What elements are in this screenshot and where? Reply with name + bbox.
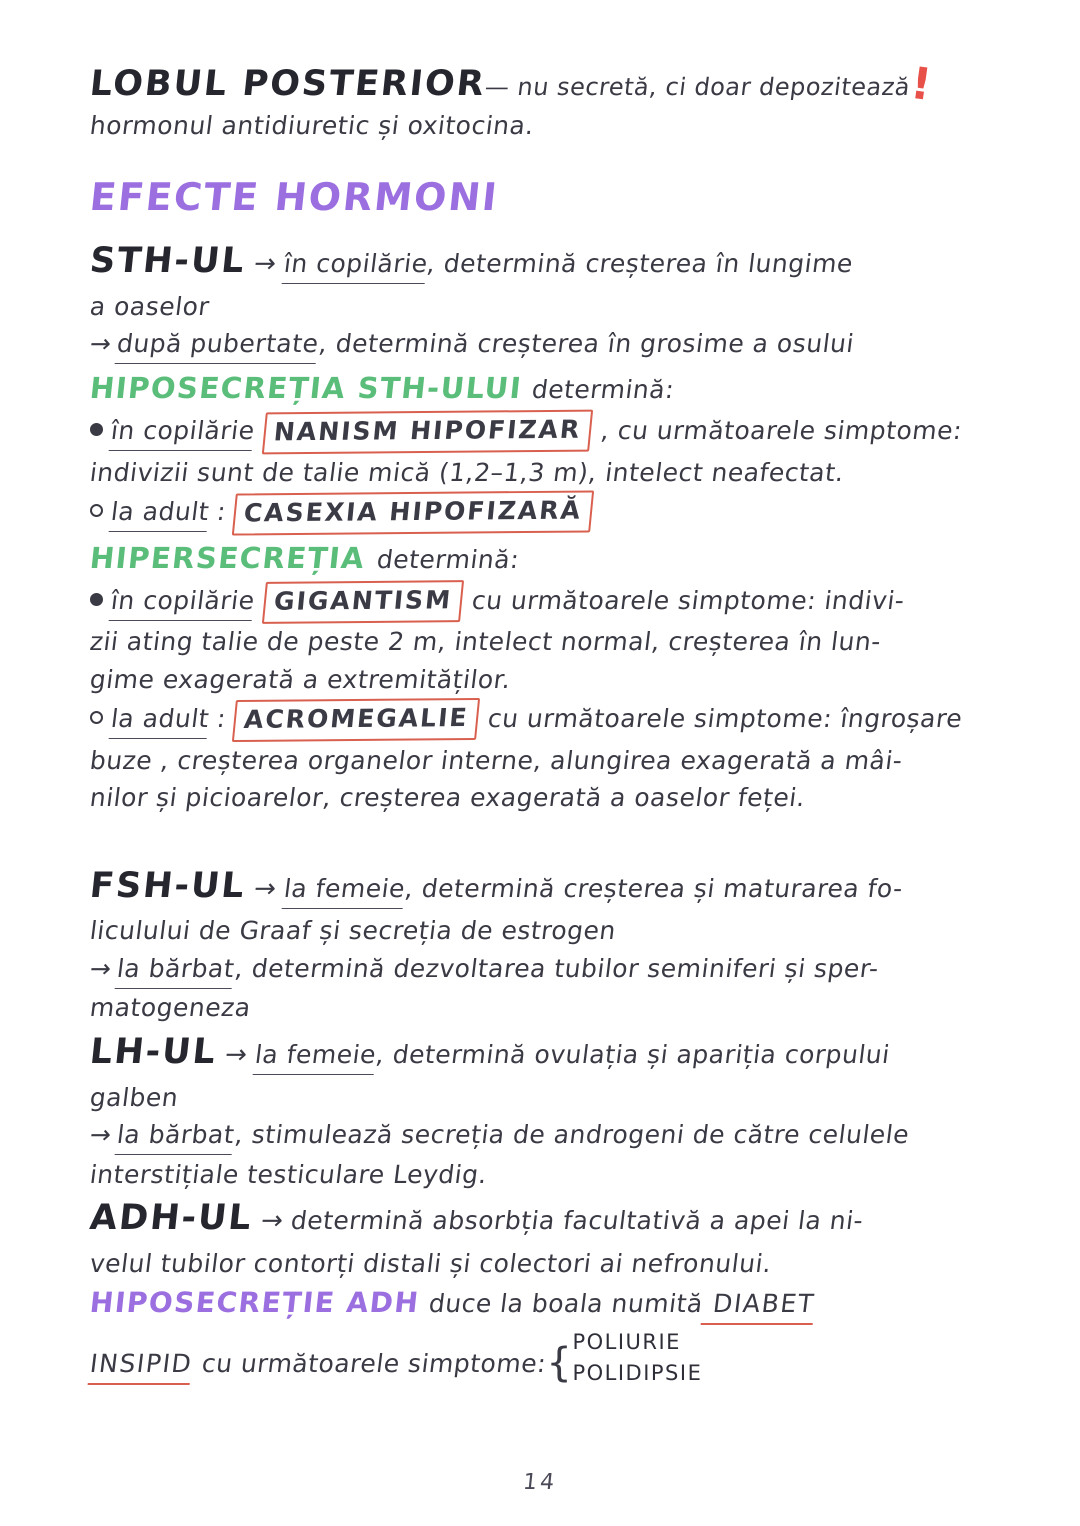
fsh-line4: matogeneza: [88, 993, 253, 1023]
heading-fsh-ul: FSH-UL: [87, 865, 248, 906]
hipersecretia-item2-cont1: buze , creșterea organelor interne, alungirea exagerată a mâi-: [88, 745, 905, 775]
sth-line1-text: , determină creșterea în lungime: [425, 249, 856, 279]
hipersecretia-item1-underlined: în copilărie: [109, 583, 257, 621]
list-bullet-icon: [90, 711, 103, 724]
hipersecretia-after-heading: determină:: [375, 544, 522, 574]
hiposecretia-item2-underlined: la adult: [109, 494, 212, 532]
symptom-item: POLIURIE: [572, 1329, 681, 1354]
heading-hiposecretie-adh: HIPOSECREȚIE ADH: [88, 1286, 422, 1320]
sth-line1-underlined: în copilărie: [282, 246, 430, 284]
hiposecretie-adh-text-after: cu următoarele simptome:: [200, 1349, 549, 1379]
symptom-list: [572, 1327, 702, 1390]
arrow-icon: →: [223, 1039, 250, 1070]
fsh-line3-text: , determină dezvoltarea tubilor seminiferi și sper-: [232, 953, 881, 983]
boxed-term-casexia: CASEXIA HIPOFIZARĂ: [232, 490, 594, 535]
hipersecretia-item1-cont1: zii ating talie de peste 2 m, intelect normal, creșterea în lun-: [88, 627, 883, 657]
lh-line3-text: , stimulează secreția de androgeni de către celulele: [232, 1120, 911, 1150]
adh-line1: determină absorbția facultativă a apei la ni-: [289, 1206, 865, 1236]
hiposecretia-item1-cont: indivizii sunt de talie mică (1,2–1,3 m), intelect neafectat.: [88, 457, 846, 487]
hiposecretia-item2-text: :: [215, 497, 228, 526]
heading-hipersecretia: HIPERSECREȚIA: [88, 540, 367, 575]
exclamation-mark: !: [907, 57, 935, 112]
hipersecretia-item2-underlined: la adult: [109, 701, 212, 739]
term-diabet: DIABET: [701, 1286, 817, 1325]
hiposecretie-adh-text: duce la boala numită: [427, 1289, 706, 1319]
lobul-posterior-line1: — nu secretă, ci doar depozitează: [483, 73, 913, 101]
hiposecretia-item1-underlined: în copilărie: [109, 413, 257, 451]
lobul-posterior-line2: hormonul antidiuretic și oxitocina.: [88, 110, 536, 140]
hiposecretia-item1-text: , cu următoarele simptome:: [599, 416, 965, 445]
heading-lobul-posterior: LOBUL POSTERIOR: [87, 64, 488, 104]
section-lobul-posterior: [87, 57, 1025, 112]
sth-line3-underlined: după pubertate: [115, 326, 321, 364]
fsh-line1-text: , determină creșterea și maturarea fo-: [403, 873, 905, 903]
boxed-term-acromegalie: ACROMEGALIE: [232, 698, 481, 742]
arrow-icon: →: [251, 249, 278, 280]
brace-icon: {: [546, 1340, 573, 1387]
heading-adh-ul: ADH-UL: [87, 1198, 255, 1239]
lh-line2: galben: [88, 1082, 181, 1112]
page-number: 14: [521, 1469, 559, 1495]
fsh-line2: liculului de Graaf și secreția de estrogen: [88, 916, 618, 946]
boxed-term-gigantism: GIGANTISM: [262, 580, 464, 623]
heading-efecte-hormoni: EFECTE HORMONI: [87, 175, 501, 220]
fsh-line3-underlined: la bărbat: [115, 951, 237, 989]
hipersecretia-item1-cont2: gime exagerată a extremităților.: [88, 664, 513, 694]
sth-line3-text: , determină creșterea în grosime a osului: [317, 329, 856, 359]
lh-line4: interstițiale testiculare Leydig.: [88, 1159, 489, 1189]
lh-line1-text: , determină ovulația și apariția corpului: [374, 1039, 892, 1069]
heading-hiposecretia-sth: HIPOSECREȚIA STH-ULUI: [88, 370, 524, 405]
list-bullet-icon: [90, 423, 103, 436]
boxed-term-nanism: NANISM HIPOFIZAR: [262, 410, 593, 454]
adh-line2: velul tubilor contorți distali și colectori ai nefronului.: [88, 1248, 774, 1278]
symptom-item: POLIDIPSIE: [572, 1361, 703, 1386]
hipersecretia-item2-cont2: nilor și picioarelor, creșterea exagerată a oaselor feței.: [88, 783, 808, 813]
arrow-icon: →: [88, 953, 114, 983]
arrow-icon: →: [258, 1206, 285, 1237]
term-insipid: INSIPID: [88, 1346, 195, 1385]
lh-line3-underlined: la bărbat: [115, 1117, 237, 1155]
hipersecretia-item1-text: cu următoarele simptome: indivi-: [470, 585, 907, 615]
arrow-icon: →: [88, 329, 114, 359]
list-bullet-icon: [90, 593, 103, 606]
lh-line1-underlined: la femeie: [253, 1037, 379, 1075]
heading-lh-ul: LH-UL: [87, 1031, 220, 1072]
arrow-icon: →: [251, 873, 278, 904]
fsh-line1-underlined: la femeie: [282, 871, 408, 909]
list-bullet-icon: [90, 504, 103, 517]
hiposecretia-after-heading: determină:: [530, 374, 676, 404]
hipersecretia-item2-text: :: [215, 704, 228, 734]
hipersecretia-item2-text-after: cu următoarele simptome: îngroșare: [486, 704, 965, 734]
arrow-icon: →: [88, 1120, 114, 1150]
heading-sth-ul: STH-UL: [87, 241, 248, 282]
sth-line2: a oaselor: [88, 291, 212, 321]
